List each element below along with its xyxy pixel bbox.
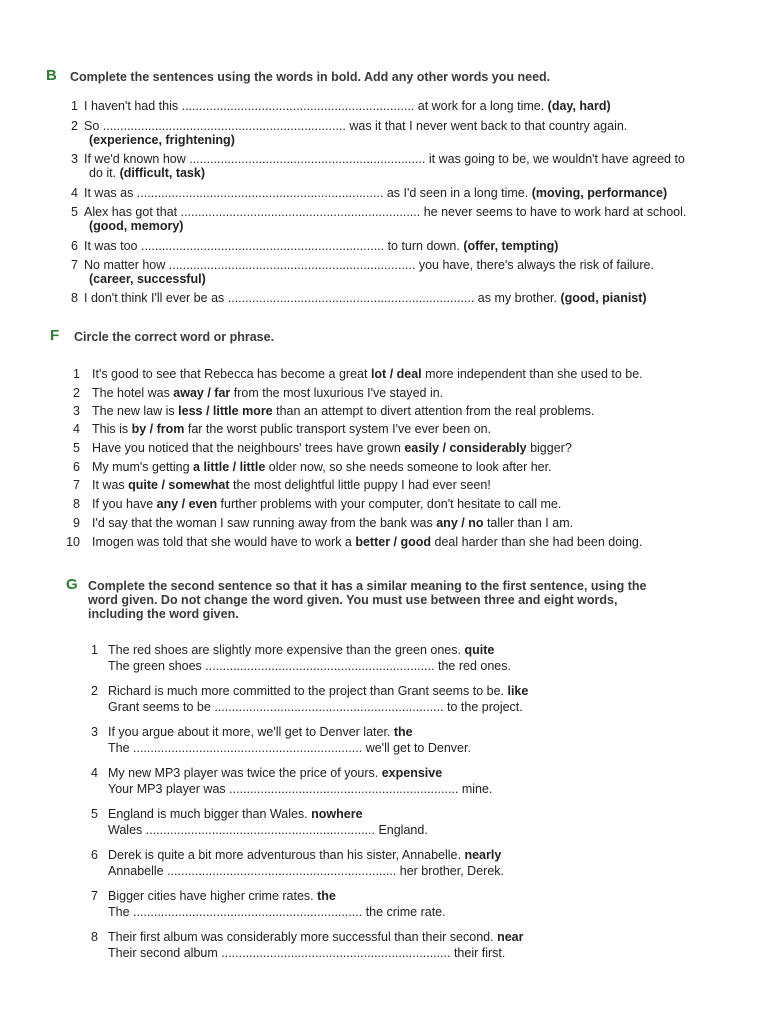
item-number: 7 [73, 478, 80, 492]
sentence-after: from the most luxurious I've stayed in. [230, 386, 444, 400]
item-number: 4 [91, 766, 98, 780]
word-choice[interactable]: lot / deal [370, 367, 422, 381]
word-choice[interactable]: any / no [436, 516, 484, 530]
bold-hint: (difficult, task) [119, 166, 205, 180]
second-sentence [108, 946, 505, 960]
first-sentence: The red shoes are slightly more expensive than the green ones. [108, 643, 465, 657]
first-sentence: Their first album was considerably more successful than their second. [108, 930, 498, 944]
answer-blank[interactable]: .................................................................. [133, 741, 363, 755]
answer-blank[interactable]: ..................................................................... [180, 205, 421, 219]
first-sentence: Richard is much more committed to the project than Grant seems to be. [108, 684, 508, 698]
item-number: 4 [73, 422, 80, 436]
item-number: 8 [73, 497, 80, 511]
word-choice[interactable]: quite / somewhat [128, 478, 230, 492]
answer-blank[interactable]: .................................................................... [189, 152, 426, 166]
answer-blank[interactable]: ....................................................................... [168, 258, 416, 272]
item-number: 5 [71, 205, 78, 219]
word-choice[interactable]: better / good [355, 535, 432, 549]
second-end: the red ones. [434, 659, 511, 673]
given-word: expensive [381, 766, 443, 780]
item-number: 8 [91, 930, 98, 944]
given-word: like [507, 684, 529, 698]
word-choice[interactable]: easily / considerably [404, 441, 527, 455]
word-choice[interactable]: a little / little [193, 460, 266, 474]
section-g-instruction-line: including the word given. [88, 607, 239, 621]
item-number: 1 [91, 643, 98, 657]
sentence-before: It was [92, 478, 129, 492]
bold-hint: (day, hard) [547, 99, 611, 113]
sentence-end: as my brother. [474, 291, 561, 305]
second-end: the crime rate. [362, 905, 446, 919]
section-f-header [50, 328, 274, 344]
sentence-before: Imogen was told that she would have to work a [92, 535, 356, 549]
sentence-before: If you have [92, 497, 157, 511]
sentence-before: Have you noticed that the neighbours' trees have grown [92, 441, 405, 455]
sentence-after: more independent than she used to be. [421, 367, 643, 381]
section-b-instruction: Complete the sentences using the words in bold. Add any other words you need. [70, 70, 551, 84]
second-end: their first. [450, 946, 506, 960]
answer-blank[interactable]: .................................................................. [214, 700, 444, 714]
second-start: Your MP3 player was [108, 782, 230, 796]
section-b-letter: B [46, 67, 57, 84]
sentence-after: older now, so she needs someone to look after her. [265, 460, 552, 474]
sentence-before: I'd say that the woman I saw running away from the bank was [92, 516, 437, 530]
bold-hint: (moving, performance) [531, 186, 668, 200]
item-number: 6 [91, 848, 98, 862]
answer-blank[interactable]: ....................................................................... [136, 186, 384, 200]
answer-blank[interactable]: ................................................................... [181, 99, 415, 113]
sentence-start: I haven't had this [84, 99, 182, 113]
answer-blank[interactable]: .................................................................. [133, 905, 363, 919]
sentence-after: deal harder than she had been doing. [431, 535, 643, 549]
sentence-start: No matter how [84, 258, 169, 272]
second-sentence [108, 782, 492, 796]
sentence-after: taller than I am. [483, 516, 574, 530]
item-number: 10 [66, 535, 80, 549]
section-g-header [66, 577, 646, 621]
sentence-end: was it that I never went back to that country again. [345, 119, 628, 133]
sentence-start: I don't think I'll ever be as [84, 291, 228, 305]
sentence-after: the most delightful little puppy I had ever seen! [229, 478, 491, 492]
given-word: quite [464, 643, 495, 657]
given-word: nearly [464, 848, 502, 862]
bold-hint: (offer, tempting) [463, 239, 559, 253]
answer-blank[interactable]: .................................................................. [145, 823, 375, 837]
sentence-start: Alex has got that [84, 205, 181, 219]
second-start: Their second album [108, 946, 222, 960]
sentence-after: than an attempt to divert attention from the real problems. [272, 404, 595, 418]
sentence-before: This is [92, 422, 132, 436]
sentence-start: So [84, 119, 103, 133]
first-sentence: England is much bigger than Wales. [108, 807, 312, 821]
item-number: 1 [73, 367, 80, 381]
second-sentence [108, 864, 504, 878]
sentence-start: It was as [84, 186, 137, 200]
second-end: her brother, Derek. [396, 864, 504, 878]
bold-hint: (experience, frightening) [89, 133, 235, 147]
second-end: to the project. [443, 700, 523, 714]
item-number: 7 [71, 258, 78, 272]
second-sentence [108, 741, 471, 755]
item-number: 4 [71, 186, 78, 200]
sentence-after: far the worst public transport system I've ever been on. [184, 422, 492, 436]
first-sentence: If you argue about it more, we'll get to Denver later. [108, 725, 394, 739]
word-choice[interactable]: away / far [173, 386, 231, 400]
given-word: near [497, 930, 524, 944]
item-number: 5 [91, 807, 98, 821]
item-number: 3 [71, 152, 78, 166]
sentence-end: to turn down. [384, 239, 464, 253]
section-g-letter: G [66, 576, 78, 593]
sentence-before: My mum's getting [92, 460, 194, 474]
second-start: The [108, 905, 134, 919]
word-choice[interactable]: any / even [156, 497, 218, 511]
answer-blank[interactable]: .................................................................. [229, 782, 459, 796]
item-number: 3 [73, 404, 80, 418]
item-number: 6 [73, 460, 80, 474]
given-word: the [317, 889, 336, 903]
first-sentence: My new MP3 player was twice the price of yours. [108, 766, 382, 780]
given-word: the [393, 725, 413, 739]
answer-blank[interactable]: .................................................................. [205, 659, 435, 673]
item-number: 2 [91, 684, 98, 698]
given-word: nowhere [311, 807, 363, 821]
sentence-before: It's good to see that Rebecca has become a great [92, 367, 371, 381]
answer-blank[interactable]: ...................................................................... [140, 239, 385, 253]
second-start: Grant seems to be [108, 700, 215, 714]
sentence-end: at work for a long time. [414, 99, 548, 113]
section-g-instruction-line: word given. Do not change the word given. You must use between three and eight words, [88, 593, 618, 607]
item-number: 2 [71, 119, 78, 133]
second-start: The [108, 741, 134, 755]
sentence-continuation: do it. [89, 166, 120, 180]
section-f-instruction: Circle the correct word or phrase. [74, 330, 275, 344]
answer-blank[interactable]: .................................................................. [167, 864, 397, 878]
item-number: 5 [73, 441, 80, 455]
item-number: 3 [91, 725, 98, 739]
section-f-letter: F [50, 327, 60, 344]
item-number: 7 [91, 889, 98, 903]
bold-hint: (career, successful) [89, 272, 206, 286]
first-sentence: Derek is quite a bit more adventurous than his sister, Annabelle. [108, 848, 465, 862]
second-sentence [108, 905, 446, 919]
sentence-before: The new law is [92, 404, 179, 418]
word-choice[interactable]: by / from [131, 422, 185, 436]
sentence-end: he never seems to have to work hard at school. [420, 205, 687, 219]
second-sentence [108, 823, 428, 837]
first-sentence: Bigger cities have higher crime rates. [108, 889, 318, 903]
item-number: 8 [71, 291, 78, 305]
second-sentence [108, 659, 511, 673]
sentence-before: The hotel was [92, 386, 174, 400]
answer-blank[interactable]: .................................................................. [221, 946, 451, 960]
second-sentence [108, 700, 523, 714]
item-number: 9 [73, 516, 80, 530]
second-end: we'll get to Denver. [362, 741, 471, 755]
sentence-start: If we'd known how [84, 152, 190, 166]
second-end: mine. [458, 782, 493, 796]
sentence-end: as I'd seen in a long time. [383, 186, 532, 200]
bold-hint: (good, pianist) [560, 291, 647, 305]
second-start: Annabelle [108, 864, 168, 878]
item-number: 1 [71, 99, 78, 113]
sentence-end: it was going to be, we wouldn't have agreed to [425, 152, 685, 166]
sentence-end: you have, there's always the risk of failure. [415, 258, 654, 272]
sentence-start: It was too [84, 239, 141, 253]
item-number: 2 [73, 386, 80, 400]
section-g-instruction-line: Complete the second sentence so that it has a similar meaning to the first sentence, using the [88, 579, 647, 593]
item-number: 6 [71, 239, 78, 253]
second-start: The green shoes [108, 659, 206, 673]
sentence-after: further problems with your computer, don't hesitate to call me. [217, 497, 562, 511]
answer-blank[interactable]: ....................................................................... [227, 291, 475, 305]
answer-blank[interactable]: ...................................................................... [102, 119, 346, 133]
second-end: England. [374, 823, 428, 837]
bold-hint: (good, memory) [89, 219, 184, 233]
sentence-after: bigger? [526, 441, 572, 455]
second-start: Wales [108, 823, 146, 837]
section-b-header [46, 68, 550, 84]
word-choice[interactable]: less / little more [178, 404, 273, 418]
